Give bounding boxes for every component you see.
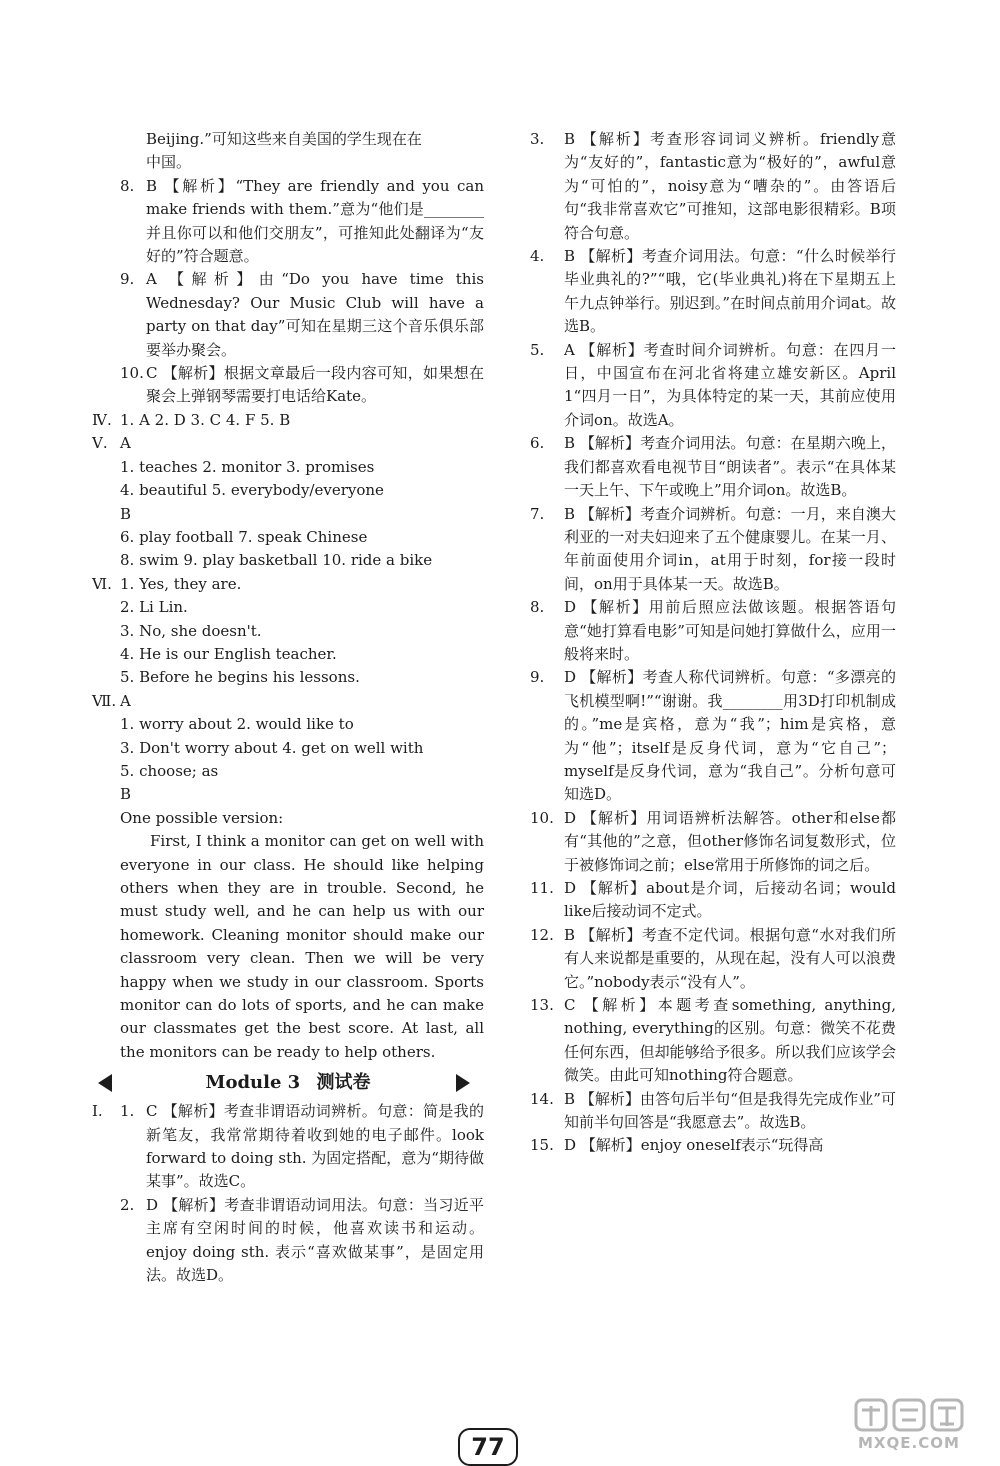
- continued-line: 中国。: [146, 153, 192, 172]
- section-v: [92, 432, 484, 572]
- module-heading: [92, 1068, 484, 1098]
- answer-item: [530, 994, 896, 1088]
- section-line: 1. Yes, they are.: [120, 574, 242, 593]
- triangle-left-icon: [98, 1074, 112, 1092]
- item-text: D 【解析】用前后照应法做该题。根据答语句意“她打算看电影”可知是问她打算做什么，应用一般将来时。: [564, 598, 896, 663]
- answer-item: [530, 432, 896, 502]
- answer-item: [530, 503, 896, 597]
- item-number: 3.: [530, 130, 545, 148]
- item-number: 1.: [120, 1102, 135, 1121]
- item-text: B 【解析】由答句后半句“但是我得先完成作业”可知前半句回答是“我愿意去”。故选B。: [564, 1089, 896, 1132]
- answer-item: [92, 362, 484, 409]
- item-number: 10.: [530, 808, 554, 827]
- section-number: Ⅰ.: [92, 1102, 103, 1121]
- answer-item: [530, 924, 896, 994]
- section-line: A: [120, 434, 131, 453]
- item-text: B 【解析】考查形容词词义辨析。friendly意为“友好的”，fantastic意为“极好的”，awful意为“可怕的”，noisy意为“嘈杂的”。由答语后句“我非常喜欢它”可推知，这部电影很精彩。B项符合句意。: [564, 130, 896, 242]
- section-line: 3. No, she doesn't.: [120, 621, 262, 640]
- item-number: 2.: [120, 1195, 135, 1214]
- page-number: 77: [458, 1428, 518, 1466]
- section-vii: [92, 690, 484, 807]
- section-line: 4. He is our English teacher.: [120, 644, 337, 663]
- item-text: D 【解析】用词语辨析法解答。other和else都有“其他的”之意，但other修饰名词复数形式，位于被修饰词之前；else常用于所修饰的词之后。: [564, 808, 896, 874]
- answer-item: [530, 596, 896, 666]
- item-number: 9.: [530, 668, 545, 687]
- module-title: 测试卷: [316, 1072, 371, 1094]
- section-line: 1. worry about 2. would like to: [120, 715, 354, 734]
- section-line: 1. teaches 2. monitor 3. promises: [120, 457, 375, 476]
- section-iv: [92, 409, 484, 432]
- item-number: 11.: [530, 879, 554, 897]
- left-column: [92, 128, 484, 1288]
- continued-line: Beijing.”可知这些来自美国的学生现在在: [146, 130, 422, 148]
- item-number: 4.: [530, 247, 545, 266]
- section-number: Ⅳ.: [92, 410, 112, 429]
- item-text: D 【解析】enjoy oneself表示“玩得高: [564, 1136, 824, 1155]
- sample-essay: First, I think a monitor can get on well with everyone in our class. He should like helping others when they are in trouble. Second, he must study well, and he can help us with our homework. Cleaning monitor should make our classroom very clean. Then we will be very happy when we study in our classroom. Sports monitor can do lots of sports, and he can make our classmates get the best score. At last, all the monitors can be ready to help others.: [120, 832, 484, 1061]
- answer-item: [92, 268, 484, 362]
- item-text: D 【解析】about是介词，后接动名词；would like后接动词不定式。: [564, 879, 896, 921]
- item-number: 14.: [530, 1089, 554, 1108]
- item-number: 9.: [120, 270, 135, 289]
- watermark-logo-icon: [822, 1396, 992, 1462]
- item-number: 6.: [530, 434, 545, 453]
- section-line: 3. Don't worry about 4. get on well with: [120, 738, 424, 757]
- answer-item: [530, 1088, 896, 1135]
- item-number: 8.: [530, 598, 545, 617]
- item-number: 10.: [120, 364, 144, 383]
- item-number: 5.: [530, 340, 545, 359]
- section-line: B: [120, 785, 132, 804]
- section-line: 4. beautiful 5. everybody/everyone: [120, 481, 384, 500]
- item-number: 7.: [530, 504, 545, 523]
- item-text: A 【解析】考查时间介词辨析。句意：在四月一日，中国宣布在河北省将建立雄安新区。April 1“四月一日”，为具体特定的某一天，其前应使用介词on。故选A。: [564, 340, 896, 429]
- item-text: C 【解析】考查非谓语动词辨析。句意：简是我的新笔友，我常常期待着收到她的电子邮件。look forward to doing sth. 为固定搭配，意为“期待做某事”。故选C。: [146, 1102, 484, 1191]
- answer-item: [530, 245, 896, 339]
- section-line: A: [120, 691, 131, 710]
- answer-item: [92, 175, 484, 269]
- section-line: 6. play football 7. speak Chinese: [120, 527, 368, 546]
- item-text: B 【解析】考查介词用法。句意：“什么时候举行毕业典礼的?”“哦，它(毕业典礼)将在下星期五上午九点钟举行。别迟到。”在时间点前用介词at。故选B。: [564, 247, 896, 336]
- item-number: 13.: [530, 996, 554, 1015]
- answer-item: [530, 666, 896, 806]
- item-text: D 【解析】考查非谓语动词用法。句意：当习近平主席有空闲时间的时候，他喜欢读书和运动。enjoy doing sth. 表示“喜欢做某事”，是固定用法。故选D。: [146, 1195, 484, 1285]
- answer-item: [530, 877, 896, 924]
- item-number: 8.: [120, 176, 135, 195]
- section-line: B: [120, 504, 132, 523]
- answer-item: [530, 1134, 896, 1157]
- section-number: Ⅴ.: [92, 434, 108, 453]
- section-line: 5. choose; as: [120, 761, 219, 780]
- item-text: C 【解析】根据文章最后一段内容可知，如果想在聚会上弹钢琴需要打电话给Kate。: [146, 364, 484, 406]
- item-text: B 【解析】“They are friendly and you can make friends with them.”意为“他们是________并且你可以和他们交朋友”，可推知此处翻译为“友好的”符合题意。: [146, 176, 484, 266]
- item-text: A 【解析】由“Do you have time this Wednesday? Our Music Club will have a party on that day”可知在星期三这个音乐俱乐部要举办聚会。: [146, 270, 484, 359]
- item-text: B 【解析】考查介词辨析。句意：一月，来自澳大利亚的一对夫妇迎来了五个健康婴儿。在某一月、年前面使用介词in，at用于时刻，for接一段时间，on用于具体某一天。故选B。: [564, 504, 896, 593]
- section-answers: 1. A 2. D 3. C 4. F 5. B: [120, 410, 291, 429]
- item-text: B 【解析】考查介词用法。句意：在星期六晚上，我们都喜欢看电视节目“朗读者”。表示“在具体某一天上午、下午或晚上”用介词on。故选B。: [564, 434, 896, 500]
- section-vi: [92, 573, 484, 690]
- section-line: 2. Li Lin.: [120, 598, 188, 617]
- item-text: D 【解析】考查人称代词辨析。句意：“多漂亮的飞机模型啊!”“谢谢。我________用3D打印机制成的。”me是宾格，意为“我”；him是宾格，意为“他”；itself是反身代词，意为“它自己”；myself是反身代词，意为“我自己”。分析句意可知选D。: [564, 668, 896, 804]
- answer-item: [530, 128, 896, 245]
- answer-item: [530, 339, 896, 433]
- module-name: Module 3: [205, 1072, 301, 1094]
- answer-item: [92, 1194, 484, 1288]
- section-line: 8. swim 9. play basketball 10. ride a bike: [120, 551, 433, 570]
- item-number: 12.: [530, 925, 554, 944]
- answer-item: [92, 1100, 484, 1194]
- version-label: One possible version:: [120, 808, 284, 827]
- item-text: B 【解析】考查不定代词。根据句意“水对我们所有人来说都是重要的，从现在起，没有人可以浪费它。”nobody表示“没有人”。: [564, 925, 896, 991]
- section-number: Ⅵ.: [92, 574, 112, 593]
- section-line: 5. Before he begins his lessons.: [120, 668, 360, 687]
- watermark: [822, 1396, 992, 1462]
- section-number: Ⅶ.: [92, 691, 117, 710]
- item-text: C 【解析】本题考查something, anything, nothing, everything的区别。句意：微笑不花费任何东西，但却能够给予很多。所以我们应该学会微笑。由此可知nothing符合题意。: [564, 996, 896, 1085]
- answer-item: [530, 807, 896, 877]
- triangle-right-icon: [456, 1074, 470, 1092]
- watermark-site: MXQE.COM: [858, 1434, 960, 1452]
- item-number: 15.: [530, 1136, 554, 1155]
- right-column: [530, 128, 896, 1158]
